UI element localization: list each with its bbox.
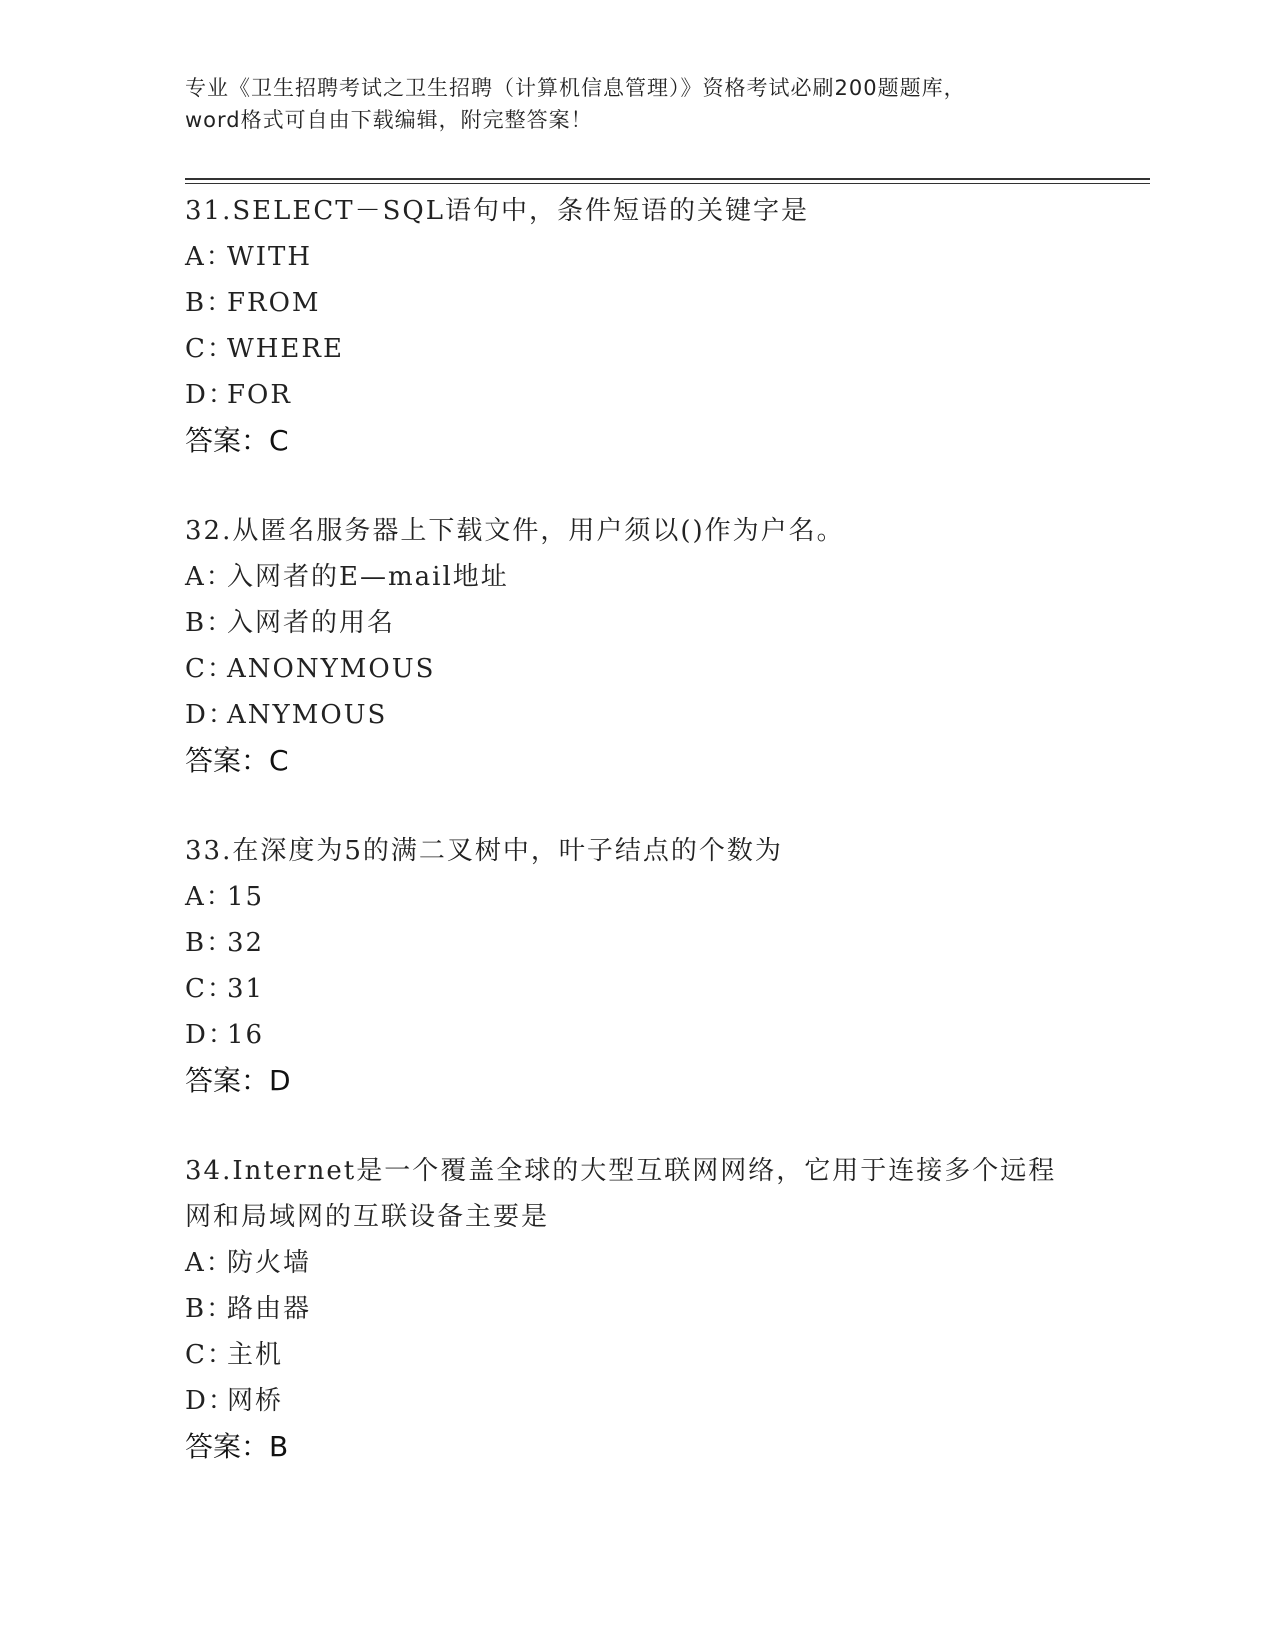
question-stem: 33.在深度为5的满二叉树中，叶子结点的个数为 [185, 836, 783, 866]
option-text: 31 [227, 974, 265, 1004]
option-key: C： [185, 974, 235, 1004]
option-d [185, 1012, 1105, 1058]
option-c [185, 966, 1105, 1012]
document-header [185, 72, 1085, 136]
option-key: A： [185, 1248, 234, 1278]
option-key: C： [185, 654, 235, 684]
answer-line: 答案：C [185, 744, 289, 777]
option-key: A： [185, 882, 234, 912]
question-32 [185, 508, 1105, 784]
option-text: 主机 [227, 1340, 284, 1370]
option-text: ANONYMOUS [227, 654, 436, 684]
option-text: ANYMOUS [227, 700, 388, 730]
option-c [185, 1332, 1105, 1378]
header-divider-thick [185, 178, 1150, 180]
question-34 [185, 1148, 1105, 1470]
option-text: 防火墙 [227, 1248, 312, 1278]
header-divider-thin [185, 183, 1150, 184]
option-c [185, 646, 1105, 692]
option-a [185, 874, 1105, 920]
option-key: B： [185, 608, 235, 638]
option-text: 入网者的用名 [227, 608, 396, 638]
option-text: FROM [227, 288, 321, 318]
option-key: C： [185, 1340, 235, 1370]
option-text: WHERE [227, 334, 344, 364]
header-line-2: word格式可自由下载编辑，附完整答案！ [185, 108, 593, 132]
option-key: C： [185, 334, 235, 364]
option-text: WITH [227, 242, 313, 272]
option-d [185, 692, 1105, 738]
option-key: D： [185, 380, 236, 410]
option-key: D： [185, 700, 236, 730]
question-stem: 32.从匿名服务器上下载文件，用户须以()作为户名。 [185, 516, 845, 546]
answer-line: 答案：B [185, 1430, 289, 1463]
question-31 [185, 188, 1105, 464]
option-key: A： [185, 242, 234, 272]
option-c [185, 326, 1105, 372]
option-text: 入网者的E—mail地址 [227, 562, 509, 592]
answer-line: 答案：D [185, 1064, 291, 1097]
option-d [185, 1378, 1105, 1424]
option-a [185, 554, 1105, 600]
header-line-1: 专业《卫生招聘考试之卫生招聘（计算机信息管理）》资格考试必刷200题题库， [185, 76, 966, 100]
option-b [185, 920, 1105, 966]
question-stem-line-1: 34.Internet是一个覆盖全球的大型互联网网络，它用于连接多个远程 [185, 1156, 1057, 1186]
option-key: D： [185, 1020, 236, 1050]
option-key: B： [185, 288, 235, 318]
option-d [185, 372, 1105, 418]
option-key: B： [185, 1294, 235, 1324]
option-a [185, 234, 1105, 280]
option-key: D： [185, 1386, 236, 1416]
option-text: FOR [227, 380, 292, 410]
option-key: A： [185, 562, 234, 592]
option-text: 16 [227, 1020, 265, 1050]
option-text: 路由器 [227, 1294, 312, 1324]
option-text: 15 [227, 882, 265, 912]
option-a [185, 1240, 1105, 1286]
option-key: B： [185, 928, 235, 958]
option-b [185, 600, 1105, 646]
answer-line: 答案：C [185, 424, 289, 457]
option-b [185, 280, 1105, 326]
question-stem: 31.SELECT－SQL语句中，条件短语的关键字是 [185, 196, 810, 226]
question-33 [185, 828, 1105, 1104]
question-stem-line-2: 网和局域网的互联设备主要是 [185, 1202, 550, 1232]
option-text: 网桥 [227, 1386, 284, 1416]
option-text: 32 [227, 928, 265, 958]
option-b [185, 1286, 1105, 1332]
